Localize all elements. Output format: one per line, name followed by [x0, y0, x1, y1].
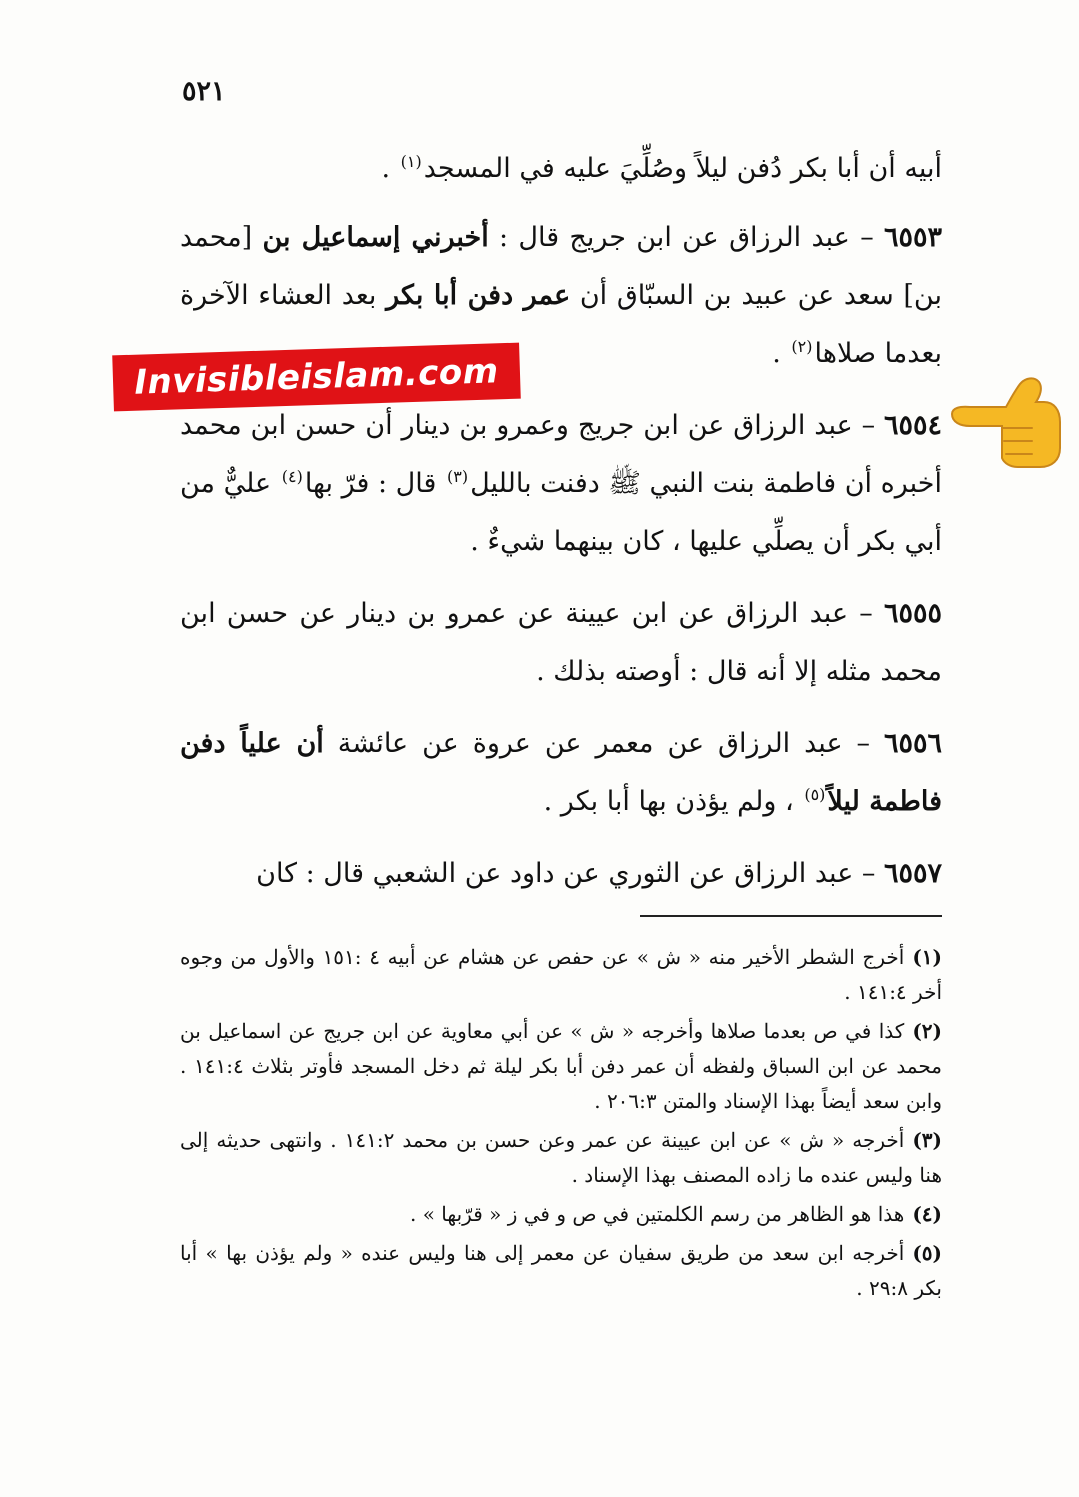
hadith-text: بعد العشاء الآخرة بعدما صلاها — [180, 280, 942, 369]
footnote-ref: (١) — [400, 152, 422, 171]
footnote-number: (٤) — [912, 1202, 942, 1226]
footnote-ref: (٤) — [281, 467, 303, 486]
hadith-end: . — [772, 338, 790, 369]
pointing-hand-left-icon — [948, 370, 1063, 470]
footnote-ref: (٥) — [804, 785, 826, 804]
footnote-text: أخرج الشطر الأخير منه « ش » عن حفص عن هشام عن أبيه ٤ :١٥١ والأول من وجوه أخر ١٤١:٤ . — [180, 945, 942, 1004]
hadith-number: ٦٥٥٤ — [883, 410, 942, 441]
footnotes — [180, 940, 942, 1310]
hadith-text: – عبد الرزاق عن معمر عن عروة عن عائشة — [323, 728, 884, 759]
hadith-text: – عبد الرزاق عن ابن جريج وعمرو بن دينار أن حسن ابن محمد أخبره أن فاطمة بنت النبي ﷺ دفنت بالليل — [180, 410, 942, 499]
paragraph-continuation — [180, 140, 942, 198]
paragraph-text: أبيه أن أبا بكر دُفن ليلاً وصُلِّيَ عليه في المسجد — [423, 153, 942, 184]
hadith-6554 — [180, 397, 942, 571]
footnote — [180, 1123, 942, 1193]
paragraph-end: . — [381, 153, 399, 184]
hadith-text: [محمد بن] سعد عن عبيد بن السبّاق أن — [180, 222, 942, 311]
footnote — [180, 1236, 942, 1306]
footnote-text: أخرجه « ش » عن ابن عيينة عن عمر وعن حسن بن محمد ١٤١:٢ . وانتهى حديثه إلى هنا وليس عنده ما زاده المصنف بهذا الإسناد . — [180, 1128, 942, 1187]
footnote-ref: (٢) — [791, 337, 813, 356]
footnote-number: (٢) — [912, 1019, 942, 1043]
footnote — [180, 1197, 942, 1232]
main-text — [180, 140, 942, 914]
hadith-bold-text: عمر دفن أبا بكر — [386, 280, 571, 311]
footnote — [180, 1014, 942, 1119]
hadith-6557 — [180, 845, 942, 903]
hadith-6555 — [180, 585, 942, 701]
footnote-number: (٥) — [912, 1241, 942, 1265]
page-number: ٥٢١ — [182, 76, 226, 107]
hadith-number: ٦٥٥٣ — [883, 222, 942, 253]
watermark-text: Invisibleislam.com — [133, 351, 500, 403]
hadith-bold-text: أن علياً دفن فاطمة ليلاً — [180, 728, 942, 817]
hadith-text: قال : فرّ بها — [304, 468, 445, 499]
footnote-text: هذا هو الظاهر من رسم الكلمتين في ص و في ز « قرّبها » . — [409, 1202, 905, 1226]
hadith-number: ٦٥٥٦ — [883, 728, 942, 759]
hadith-text: ، ولم يؤذن بها أبا بكر . — [543, 786, 803, 817]
hadith-text: – عبد الرزاق عن الثوري عن داود عن الشعبي قال : كان — [256, 858, 884, 889]
hadith-text: – عبد الرزاق عن ابن جريج قال : — [488, 222, 884, 253]
footnote-text: كذا في ص بعدما صلاها وأخرجه « ش » عن أبي معاوية عن ابن جريج عن اسماعيل بن محمد عن ابن السباق ولفظه أن عمر دفن أبا بكر ليلة ثم دخل المسجد فأوتر بثلاث ١٤١:٤ . وابن سعد أيضاً بهذا الإسناد والمتن ٢٠٦:٣ . — [180, 1019, 942, 1113]
footnote-ref: (٣) — [446, 467, 469, 486]
footnote — [180, 940, 942, 1010]
hadith-number: ٦٥٥٥ — [883, 598, 942, 629]
hadith-text: عليٌّ من أبي بكر أن يصلِّي عليها ، كان بينهما شيءٌ . — [179, 468, 942, 557]
footnote-number: (١) — [912, 945, 942, 969]
hadith-number: ٦٥٥٧ — [883, 858, 942, 889]
footnote-number: (٣) — [912, 1128, 942, 1152]
hadith-text: – عبد الرزاق عن ابن عيينة عن عمرو بن دينار عن حسن ابن محمد مثله إلا أنه قال : أوصته بذلك . — [180, 598, 942, 687]
footnote-divider — [640, 915, 942, 917]
hadith-bold-text: أخبرني إسماعيل بن — [262, 222, 489, 253]
footnote-text: أخرجه ابن سعد من طريق سفيان عن معمر إلى هنا وليس عنده « ولم يؤذن بها » أبا بكر ٢٩:٨ . — [180, 1241, 942, 1300]
hadith-6556 — [180, 715, 942, 831]
